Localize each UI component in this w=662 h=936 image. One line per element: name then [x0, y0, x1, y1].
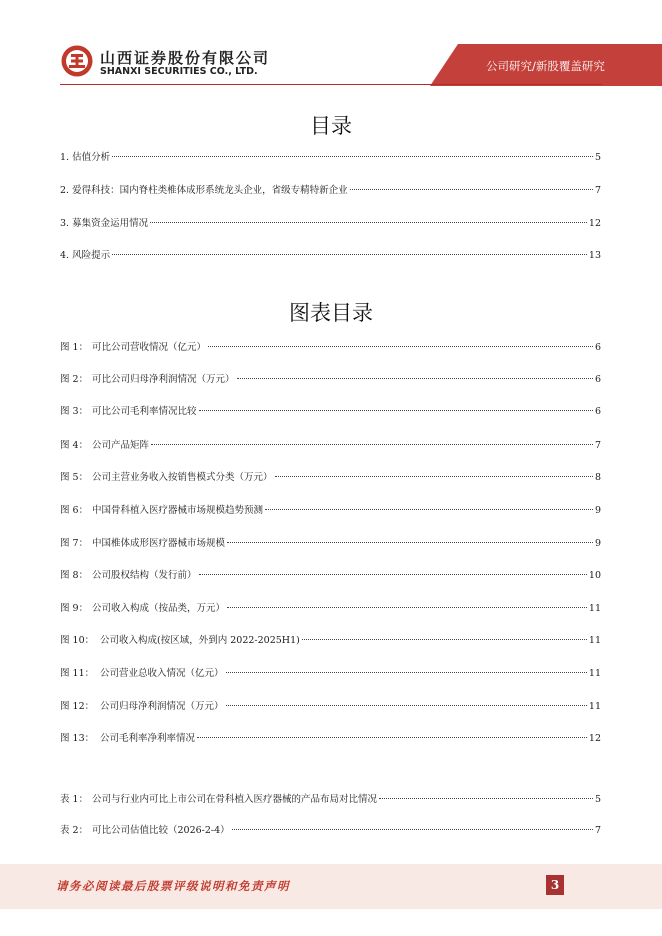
toc-item-text: 估值分析	[72, 152, 111, 163]
leader-dots	[226, 705, 587, 706]
leader-dots	[379, 798, 593, 799]
leader-dots	[197, 737, 587, 738]
leader-dots	[208, 346, 593, 347]
leader-dots	[112, 254, 587, 255]
toc-item-page: 12	[588, 218, 601, 229]
figure-text: 公司毛利率净利率情况	[100, 733, 196, 744]
figures-title: 图表目录	[289, 301, 373, 325]
figure-item[interactable]	[60, 372, 601, 388]
figure-page: 9	[594, 538, 601, 549]
figure-text: 公司营业总收入情况（亿元）	[100, 668, 224, 679]
figure-text: 公司主营业务收入按销售模式分类（万元）	[92, 472, 273, 483]
toc-item[interactable]	[60, 183, 601, 199]
toc-item-number: 3.	[60, 218, 70, 229]
table-text: 可比公司估值比较（2026-2-4）	[92, 825, 230, 836]
toc-item-text: 爱得科技：国内脊柱类椎体成形系统龙头企业，省级专精特新企业	[72, 185, 348, 196]
figure-page: 11	[588, 635, 601, 646]
figure-number: 图 4：	[60, 440, 89, 451]
figure-page: 6	[594, 342, 601, 353]
figure-page: 11	[588, 701, 601, 712]
leader-dots	[232, 829, 593, 830]
toc-item-number: 4.	[60, 250, 70, 261]
page-number: 3	[546, 875, 564, 895]
figure-number: 图 10：	[60, 635, 95, 646]
figure-text: 可比公司营收情况（亿元）	[92, 342, 207, 353]
figure-text: 可比公司毛利率情况比较	[92, 406, 197, 417]
leader-dots	[227, 542, 593, 543]
leader-dots	[226, 672, 587, 673]
company-name-cn: 山西证券股份有限公司	[100, 49, 271, 67]
toc-item-page: 5	[594, 152, 601, 163]
leader-dots	[199, 410, 593, 411]
figure-item[interactable]	[60, 438, 601, 454]
table-number: 表 1：	[60, 794, 89, 805]
table-item[interactable]	[60, 823, 601, 839]
footer-disclaimer: 请务必阅读最后股票评级说明和免责声明	[56, 879, 290, 893]
figure-number: 图 13：	[60, 733, 95, 744]
table-page: 5	[594, 794, 601, 805]
figure-number: 图 11：	[60, 668, 95, 679]
leader-dots	[275, 476, 593, 477]
leader-dots	[150, 222, 587, 223]
figure-number: 图 3：	[60, 406, 89, 417]
toc-item[interactable]	[60, 150, 601, 166]
toc-item-text: 募集资金运用情况	[72, 218, 149, 229]
figure-text: 公司产品矩阵	[92, 440, 150, 451]
leader-dots	[199, 574, 587, 575]
figure-item[interactable]	[60, 633, 601, 649]
figure-text: 可比公司归母净利润情况（万元）	[92, 374, 235, 385]
figure-text: 中国椎体成形医疗器械市场规模	[92, 538, 226, 549]
figure-text: 公司股权结构（发行前）	[92, 570, 197, 581]
figure-item[interactable]	[60, 503, 601, 519]
figure-text: 公司归母净利润情况（万元）	[100, 701, 224, 712]
figure-page: 11	[588, 603, 601, 614]
figure-item[interactable]	[60, 470, 601, 486]
figure-page: 6	[594, 374, 601, 385]
figure-item[interactable]	[60, 340, 601, 356]
header-rule	[60, 84, 602, 85]
figure-page: 8	[594, 472, 601, 483]
figure-page: 7	[594, 440, 601, 451]
figure-item[interactable]	[60, 731, 601, 747]
figure-page: 6	[594, 406, 601, 417]
figure-item[interactable]	[60, 404, 601, 420]
figure-number: 图 8：	[60, 570, 89, 581]
leader-dots	[265, 509, 593, 510]
figure-item[interactable]	[60, 666, 601, 682]
figure-page: 12	[588, 733, 601, 744]
table-page: 7	[594, 825, 601, 836]
figure-text: 中国骨科植入医疗器械市场规模趋势预测	[92, 505, 264, 516]
figure-number: 图 2：	[60, 374, 89, 385]
figure-number: 图 9：	[60, 603, 89, 614]
toc-item-number: 2.	[60, 185, 70, 196]
report-category: 公司研究/新股覆盖研究	[486, 59, 605, 73]
company-name-en: SHANXI SECURITIES CO., LTD.	[100, 66, 258, 77]
figure-page: 9	[594, 505, 601, 516]
figure-page: 10	[588, 570, 601, 581]
leader-dots	[302, 639, 587, 640]
leader-dots	[227, 607, 587, 608]
table-number: 表 2：	[60, 825, 89, 836]
figure-number: 图 6：	[60, 505, 89, 516]
toc-title: 目录	[310, 114, 352, 138]
figure-number: 图 5：	[60, 472, 89, 483]
leader-dots	[350, 189, 593, 190]
figure-item[interactable]	[60, 568, 601, 584]
table-text: 公司与行业内可比上市公司在骨科植入医疗器械的产品布局对比情况	[92, 794, 378, 805]
toc-item-text: 风险提示	[72, 250, 111, 261]
figure-item[interactable]	[60, 536, 601, 552]
figure-text: 公司收入构成(按区域，外到内 2022-2025H1)	[100, 635, 300, 646]
figure-page: 11	[588, 668, 601, 679]
figure-item[interactable]	[60, 699, 601, 715]
toc-item-page: 7	[594, 185, 601, 196]
figure-number: 图 7：	[60, 538, 89, 549]
page-header	[0, 0, 662, 92]
figure-item[interactable]	[60, 601, 601, 617]
toc-item-page: 13	[588, 250, 601, 261]
leader-dots	[112, 156, 593, 157]
figure-number: 图 1：	[60, 342, 89, 353]
figure-number: 图 12：	[60, 701, 95, 712]
toc-item[interactable]	[60, 216, 601, 232]
table-item[interactable]	[60, 792, 601, 808]
figure-text: 公司收入构成（按品类，万元）	[92, 603, 226, 614]
leader-dots	[151, 444, 593, 445]
toc-item[interactable]	[60, 248, 601, 264]
toc-item-number: 1.	[60, 152, 70, 163]
leader-dots	[237, 378, 593, 379]
